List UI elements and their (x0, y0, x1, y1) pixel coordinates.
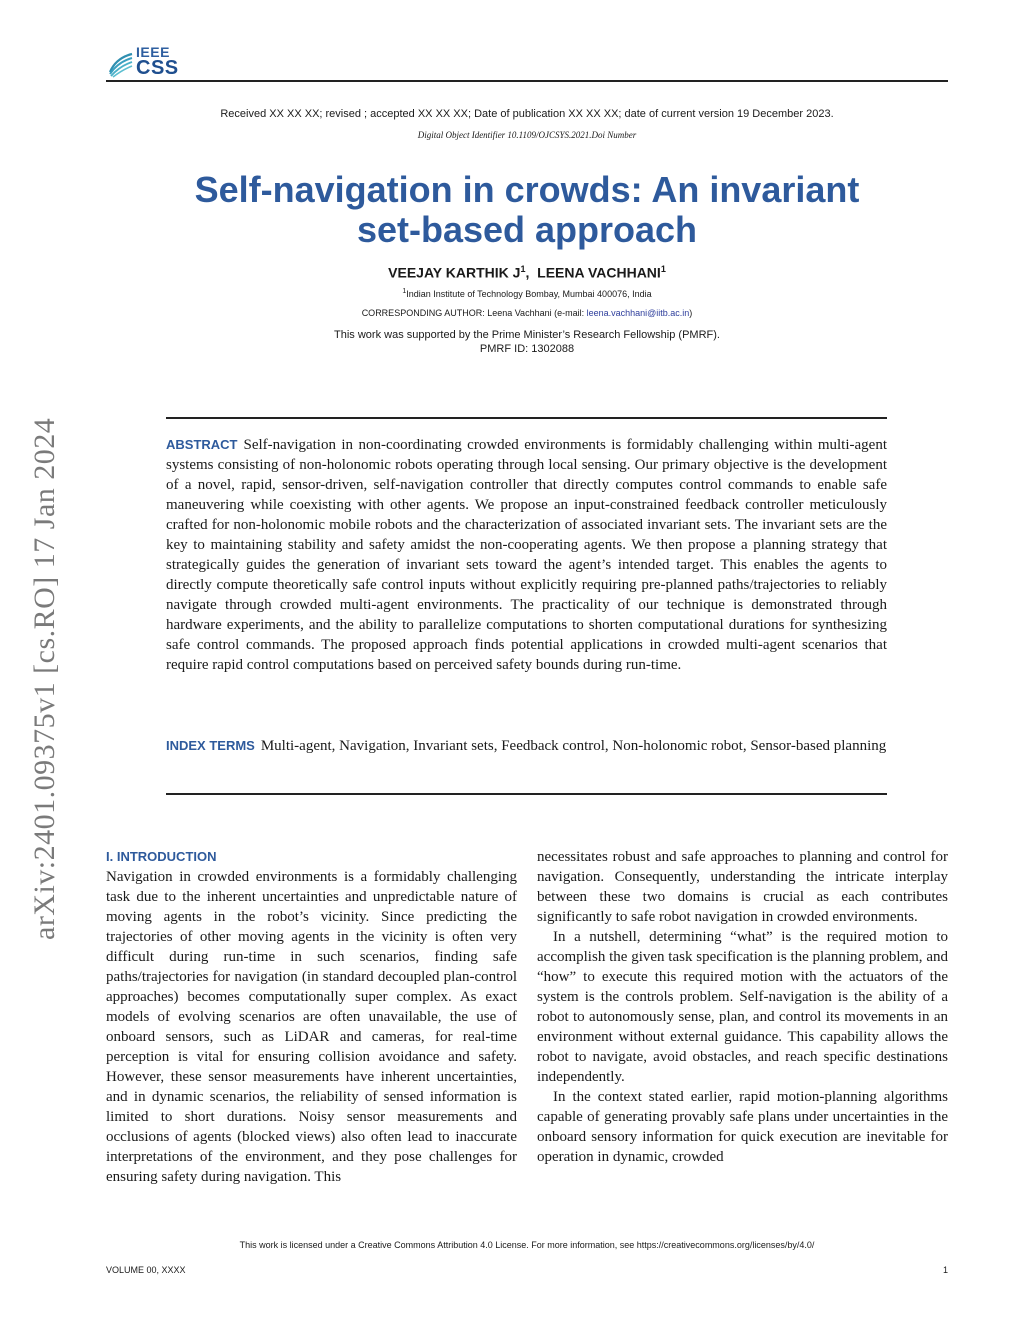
funding-line-1: This work was supported by the Prime Minister’s Research Fellowship (PMRF). (334, 329, 720, 341)
ieee-css-logo (106, 44, 186, 80)
abstract-block (166, 435, 887, 675)
corresponding-suffix: ) (689, 308, 693, 318)
logo-swirl-icon (106, 48, 136, 78)
page-number: 1 (942, 1265, 948, 1275)
title-line-2: set-based approach (356, 209, 698, 250)
corresponding-prefix: CORRESPONDING AUTHOR: Leena Vachhani (e-mail: (361, 308, 587, 318)
corresponding-email-link[interactable]: leena.vachhani@iitb.ac.in (586, 308, 690, 318)
affiliation (106, 288, 948, 299)
right-column (537, 847, 948, 1167)
title-line-1: Self-navigation in crowds: An invariant (194, 169, 860, 210)
abstract-text: Self-navigation in non-coordinating crowded environments is formidably challenging within multi-agent systems consisting of non-holonomic robots operating through local sensing. Our primary objective is the development of a novel, rapid, sensor-driven, self-navigation controller that directly computes control commands to enable safe maneuvering while coexisting with other agents. We propose an input-constrained feedback controller meticulously crafted for non-holonomic mobile robots and the characterization of associated invariant sets. The invariant sets are the key to maintaining stability and safety amidst the non-cooperating agents. We then propose a planning strategy that strategically guides the generation of invariant sets toward the agent’s intended target. This enables the agents to directly compute theoretically safe control inputs without explicitly requiring pre-planned paths/trajectories to reliably navigate through crowded multi-agent environments. The practicality of our technique is demonstrated through hardware experiments, and the ability to parallelize computations to shorten computational durations for synthesizing safe control commands. The proposed approach finds potential applications in crowded multi-agent scenarios that require rapid control computations based on perceived safety bounds during run-time. (166, 437, 887, 673)
author-2-affil: 1 (660, 264, 666, 274)
abstract-bottom-rule (166, 793, 887, 795)
corresponding-author (106, 308, 948, 318)
received-dates: Received XX XX XX; revised ; accepted XX XX XX; Date of publication XX XX XX; date of current version 19 December 2023. (220, 108, 834, 120)
author-separator: , (525, 264, 538, 281)
intro-paragraph-1: Navigation in crowded environments is a formidably challenging task due to the inherent uncertainties and unpredictable nature of moving agents in the robot’s vicinity. Since predicting the trajectories of other moving agents in the vicinity is often very difficult during run-time in such scenarios, finding safe paths/trajectories for navigation (in standard decoupled plan-control approaches) becomes computationally super complex. As exact models of evolving scenarios are often unavailable, the use of onboard sensors, such as LiDAR and cameras, for real-time perception is vital for ensuring collision avoidance and safety. However, these sensor measurements have inherent uncertainties, and in dynamic scenarios, the reliability of sensed information is limited to short durations. Noisy sensor measurements and occlusions of agents (blocked views) also often lead to inaccurate interpretations of the environment, and they pose challenges for ensuring safety during navigation. This (106, 869, 517, 1185)
intro-paragraph-1-cont: necessitates robust and safe approaches to planning and control for navigation. Consequently, understanding the intricate interplay between these two domains is crucial as each contributes significantly to safe robot navigation in crowded environments. (537, 849, 948, 925)
index-terms-text: Multi-agent, Navigation, Invariant sets, Feedback control, Non-holonomic robot, Sensor-based planning (260, 738, 887, 754)
doi-line: Digital Object Identifier 10.1109/OJCSYS.2021.Doi Number (417, 130, 637, 140)
intro-paragraph-3: In the context stated earlier, rapid motion-planning algorithms capable of generating provably safe plans under uncertainties in the onboard sensory information for quick execution are inevitable for operation in dynamic, crowded (537, 1089, 948, 1165)
arxiv-stamp: arXiv:2401.09375v1 [cs.RO] 17 Jan 2024 (28, 417, 61, 940)
left-column (106, 847, 517, 1187)
author-1: VEEJAY KARTHIK J (388, 264, 521, 281)
author-2: LEENA VACHHANI (537, 264, 661, 281)
volume-label: VOLUME 00, XXXX (106, 1265, 186, 1275)
abstract-top-rule (166, 417, 887, 419)
section-heading-introduction: I. INTRODUCTION (106, 849, 217, 864)
license-note: This work is licensed under a Creative Commons Attribution 4.0 License. For more information, see https://creativecommons.org/licenses/by/4.0/ (239, 1240, 815, 1250)
header-divider (106, 80, 948, 82)
funding-line-2: PMRF ID: 1302088 (479, 343, 575, 355)
logo-text-ieee: IEEE (136, 44, 170, 60)
logo-text-css: CSS (136, 57, 179, 79)
funding-note (106, 328, 948, 356)
intro-paragraph-2: In a nutshell, determining “what” is the required motion to accomplish the given task specification is the planning problem, and “how” to execute this required motion with the actuators of the system is the controls problem. Self-navigation is the ability of a robot to autonomously sense, plan, and control its movements in an environment without external guidance. This capability allows the robot to navigate, avoid obstacles, and reach specific destinations independently. (537, 929, 948, 1085)
abstract-heading: ABSTRACT (166, 437, 238, 452)
paper-title (106, 170, 948, 250)
author-list (106, 264, 948, 281)
affiliation-text: Indian Institute of Technology Bombay, Mumbai 400076, India (406, 289, 652, 299)
index-terms-heading: INDEX TERMS (166, 738, 255, 753)
affiliation-marker: 1 (402, 288, 407, 295)
author-1-affil: 1 (520, 264, 526, 274)
index-terms-block (166, 736, 887, 756)
